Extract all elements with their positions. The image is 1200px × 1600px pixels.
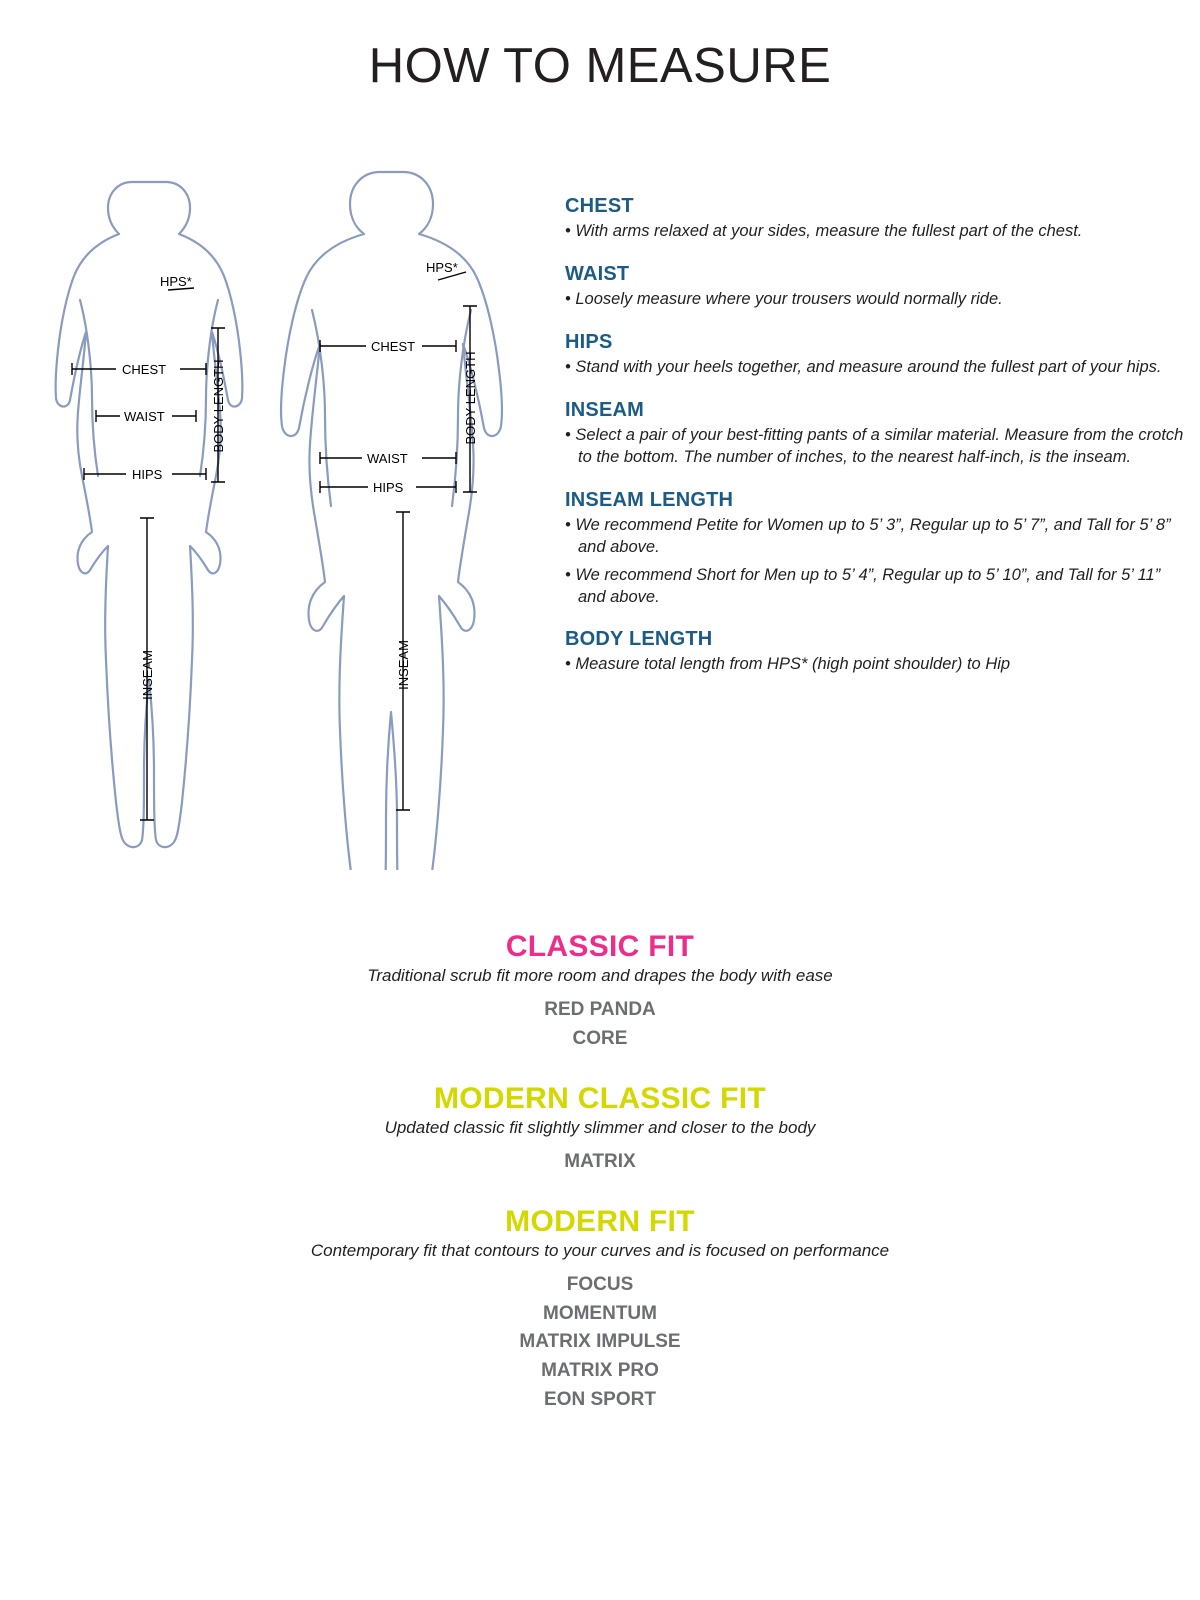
fit-name: CLASSIC FIT bbox=[505, 930, 695, 963]
definition-heading: BODY LENGTH bbox=[565, 628, 713, 651]
fit-product: FOCUS bbox=[566, 1273, 634, 1295]
fit-description: Traditional scrub fit more room and drapes the body with ease bbox=[367, 966, 833, 985]
fit-product-list bbox=[0, 1271, 1200, 1415]
fit-modern bbox=[0, 1205, 1200, 1415]
definition-waist bbox=[565, 263, 1185, 311]
measurement-definitions bbox=[565, 195, 1185, 696]
definition-heading: CHEST bbox=[565, 195, 634, 217]
fit-name: MODERN CLASSIC FIT bbox=[433, 1081, 767, 1115]
definition-inseam bbox=[565, 399, 1185, 469]
figure-label-waist-male: WAIST bbox=[367, 451, 408, 466]
fit-product: RED PANDA bbox=[544, 999, 656, 1020]
figure-label-hps-male: HPS* bbox=[426, 260, 458, 275]
figure-label-inseam-female: INSEAM bbox=[140, 650, 155, 700]
fit-types-section bbox=[0, 930, 1200, 1443]
definition-heading: INSEAM bbox=[565, 398, 644, 421]
fit-modern-classic bbox=[0, 1082, 1200, 1177]
figure-label-inseam-male: INSEAM bbox=[396, 640, 411, 690]
figure-label-hips-male: HIPS bbox=[373, 480, 404, 495]
fit-product: CORE bbox=[572, 1027, 628, 1049]
figure-label-chest-female: CHEST bbox=[122, 362, 167, 377]
definition-body-length bbox=[565, 628, 1185, 676]
definition-item: • We recommend Short for Men up to 5’ 4”, Regular up to 5’ 10”, and Tall for 5’ 11” and above. bbox=[565, 565, 1161, 606]
fit-description: Updated classic fit slightly slimmer and closer to the body bbox=[384, 1117, 816, 1137]
definition-item: • Measure total length from HPS* (high point shoulder) to Hip bbox=[565, 655, 1011, 674]
fit-product: MATRIX bbox=[564, 1150, 636, 1172]
definition-inseam-length bbox=[565, 489, 1185, 609]
definition-item: • Stand with your heels together, and measure around the fullest part of your hips. bbox=[565, 357, 1162, 376]
definition-hips bbox=[565, 331, 1185, 379]
fit-classic bbox=[0, 930, 1200, 1054]
fit-product: EON SPORT bbox=[544, 1389, 656, 1411]
fit-product-list bbox=[0, 1148, 1200, 1177]
fit-product: MATRIX PRO bbox=[541, 1360, 659, 1382]
definition-item: • Loosely measure where your trousers would normally ride. bbox=[565, 289, 1003, 308]
fit-product: MOMENTUM bbox=[543, 1302, 657, 1324]
fit-name: MODERN FIT bbox=[505, 1204, 695, 1238]
figure-label-body-length-female: BODY LENGTH bbox=[211, 359, 226, 453]
page-title: HOW TO MEASURE bbox=[368, 39, 832, 93]
definition-heading: HIPS bbox=[565, 330, 613, 353]
figure-label-chest-male: CHEST bbox=[371, 339, 416, 354]
figure-label-hps-female: HPS* bbox=[160, 274, 192, 289]
fit-description: Contemporary fit that contours to your curves and is focused on performance bbox=[310, 1240, 890, 1260]
figure-label-hips-female: HIPS bbox=[132, 467, 163, 482]
fit-product-list bbox=[0, 996, 1200, 1054]
figure-label-waist-female: WAIST bbox=[124, 409, 165, 424]
definition-heading: WAIST bbox=[565, 262, 630, 285]
measurement-figures bbox=[20, 160, 540, 870]
definition-heading: INSEAM LENGTH bbox=[565, 488, 734, 511]
definition-item: • Select a pair of your best-fitting pants of a similar material. Measure from the crotch to the bottom. The number of inches, to the nearest half-inch, is the inseam. bbox=[565, 425, 1184, 466]
definition-item: • We recommend Petite for Women up to 5’ 3”, Regular up to 5’ 7”, and Tall for 5’ 8” and above. bbox=[565, 515, 1171, 556]
figure-label-body-length-male: BODY LENGTH bbox=[463, 351, 478, 445]
fit-product: MATRIX IMPULSE bbox=[519, 1331, 681, 1353]
definition-item: • With arms relaxed at your sides, measure the fullest part of the chest. bbox=[565, 222, 1083, 240]
definition-chest bbox=[565, 195, 1185, 243]
